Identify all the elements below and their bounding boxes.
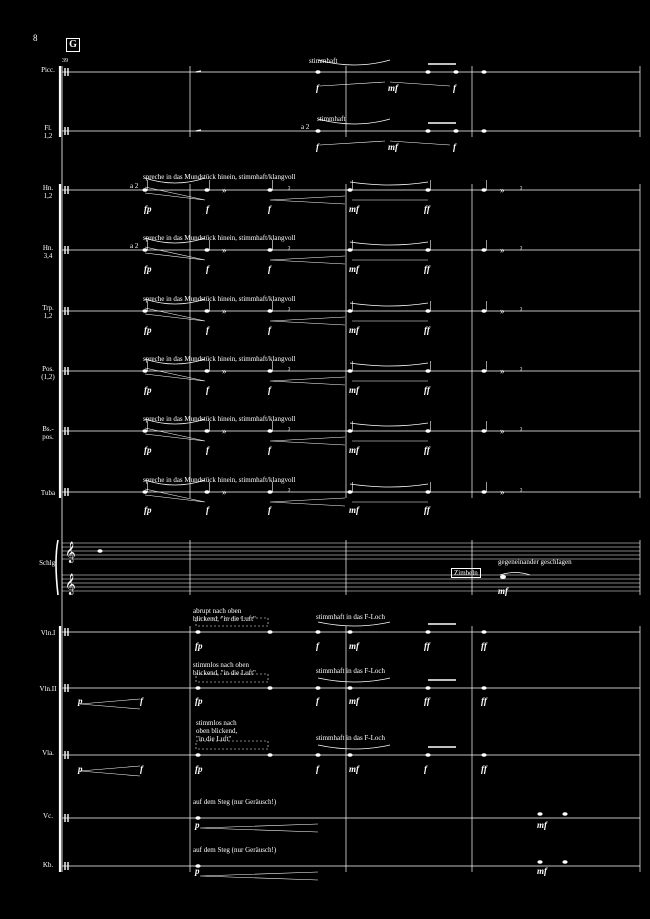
notehead-1-4 [425, 248, 430, 252]
notehead-4-2 [267, 429, 272, 433]
dyn-fl-mf: mf [388, 142, 398, 152]
dyn-pos-ff: ff [424, 385, 430, 395]
notehead-5-0 [142, 490, 147, 494]
vln1-floch: stimmhaft in das F-Loch [316, 613, 386, 621]
notehead-5-2 [267, 490, 272, 494]
notehead-3-3 [347, 369, 352, 373]
dyn-trp-ff: ff [424, 325, 430, 335]
dyn-vc-p: p [195, 820, 200, 830]
str-note-2-3 [347, 753, 352, 757]
dyn-vln2-mf: mf [349, 696, 359, 706]
dyn-vla-fp: fp [195, 764, 203, 774]
dyn-hn34-mf: mf [349, 264, 359, 274]
hn34-instruction: spreche in das Mundstück hinein, stimmhaft/klangvoll [143, 234, 296, 242]
perc-note-1 [500, 575, 506, 579]
vln2-instruction: stimmlos nach oben blickend, "in die Luft" [193, 661, 256, 677]
ww-note-0-1 [425, 70, 430, 74]
dyn-vln2-f: f [316, 696, 319, 706]
low-hairpin-0 [200, 824, 318, 832]
treble-clef-icon: 𝄞 [65, 542, 76, 563]
notehead-0-0 [142, 188, 147, 192]
trp-instruction: spreche in das Mundstück hinein, stimmhaft/klangvoll [143, 295, 296, 303]
notehead-5-1 [204, 490, 209, 494]
dyn-vln1-fp: fp [195, 641, 203, 651]
low-note3-0 [562, 812, 567, 816]
str-note-1-4 [425, 686, 430, 690]
fl-stimmhaft: stimmhaft [317, 115, 346, 123]
hairpin-a-5 [145, 489, 205, 502]
label-bpos: Bs.- pos. [42, 425, 54, 441]
ww-note-1-2 [453, 129, 458, 133]
hairpin-a-4 [145, 428, 205, 441]
dyn-tuba-f2: f [268, 505, 271, 515]
label-trp: Trp. 1,2 [42, 304, 54, 320]
notehead-3-5 [481, 369, 486, 373]
ww-note-0-2 [453, 70, 458, 74]
dyn-trp-mf: mf [349, 325, 359, 335]
str-cresc-0 [78, 696, 140, 709]
bpos-instruction: spreche in das Mundstück hinein, stimmhaft/klangvoll [143, 415, 296, 423]
str-note-2-0 [195, 753, 200, 757]
dyn-vln2-f0: f [140, 696, 143, 706]
str-slur-1 [318, 678, 390, 682]
label-hn12: Hn. 1,2 [42, 184, 54, 200]
notehead-0-1 [204, 188, 209, 192]
notehead-2-4 [425, 309, 430, 313]
dyn-vc-mf: mf [537, 820, 547, 830]
dyn-fl-f2: f [453, 142, 456, 152]
hairpin-b-3 [270, 377, 345, 385]
ww-hairpin-1 [320, 141, 450, 145]
dyn-hn34-f2: f [268, 264, 271, 274]
notehead-1-0 [142, 248, 147, 252]
rest-3-1: ˀ [288, 366, 291, 376]
notehead-4-4 [425, 429, 430, 433]
zimbeln-box: Zimbeln [451, 568, 481, 578]
str-note-0-3 [347, 630, 352, 634]
dyn-hn12-f1: f [206, 204, 209, 214]
dyn-vln1-mf: mf [349, 641, 359, 651]
dyn-pos-f2: f [268, 385, 271, 395]
tuba-instruction: spreche in das Mundstück hinein, stimmhaft/klangvoll [143, 476, 296, 484]
notehead-2-5 [481, 309, 486, 313]
notehead-2-3 [347, 309, 352, 313]
notehead-4-5 [481, 429, 486, 433]
hairpin-b-5 [270, 498, 345, 506]
slur-b-4 [350, 423, 428, 426]
dyn-pos-f1: f [206, 385, 209, 395]
dyn-vla-mf: mf [349, 764, 359, 774]
notehead-1-5 [481, 248, 486, 252]
fl-a2: a 2 [301, 123, 310, 131]
label-vc: Vc. [43, 812, 53, 820]
dyn-vla-f2: f [424, 764, 427, 774]
brace-percussion [56, 540, 58, 595]
dyn-vla-ff: ff [481, 764, 487, 774]
pos-instruction: spreche in das Mundstück hinein, stimmhaft/klangvoll [143, 355, 296, 363]
low-note2-0 [537, 812, 542, 816]
rest-4-3: ˀ [520, 426, 523, 436]
str-note-1-0 [195, 686, 200, 690]
notehead-4-1 [204, 429, 209, 433]
notehead-0-3 [347, 188, 352, 192]
dyn-vln1-f: f [316, 641, 319, 651]
slur-b-0 [350, 182, 428, 185]
label-kb: Kb. [42, 861, 54, 869]
dyn-hn12-ff: ff [424, 204, 430, 214]
rest-1-2: » [500, 245, 505, 255]
notehead-1-1 [204, 248, 209, 252]
dyn-vla-f0: f [140, 764, 143, 774]
rest-5-2: » [500, 487, 505, 497]
notehead-0-5 [481, 188, 486, 192]
str-note-2-5 [481, 753, 486, 757]
ww-note-0-0 [315, 70, 320, 74]
rest-3-2: » [500, 366, 505, 376]
hn12-a2: a 2 [130, 182, 139, 190]
ww-note-1-0 [315, 129, 320, 133]
hn34-a2: a 2 [130, 242, 139, 250]
rest-0-2: » [500, 185, 505, 195]
hairpin-a-1 [145, 247, 205, 260]
dyn-kb-mf: mf [537, 866, 547, 876]
rest-4-0: » [222, 426, 227, 436]
label-tuba: Tuba [40, 489, 56, 497]
dyn-picc-f2: f [453, 83, 456, 93]
slur-b-5 [350, 484, 428, 487]
vla-instruction: stimmlos nach oben blickend, "in die Luft" [196, 719, 238, 743]
dyn-vln2-p: p [78, 696, 83, 706]
notehead-3-1 [204, 369, 209, 373]
hairpin-b-2 [270, 317, 345, 325]
label-hn34: Hn. 3,4 [42, 244, 54, 260]
dyn-tuba-fp: fp [144, 505, 152, 515]
dyn-kb-p: p [195, 866, 200, 876]
str-note-2-2 [315, 753, 320, 757]
kb-steg: auf dem Steg (nur Geräusch!) [193, 846, 277, 854]
page-number: 8 [33, 33, 38, 43]
str-note-2-4 [425, 753, 430, 757]
dyn-tuba-ff: ff [424, 505, 430, 515]
picc-stimmhaft: stimmhaft [309, 57, 338, 65]
rest-2-1: ˀ [288, 306, 291, 316]
notehead-0-4 [425, 188, 430, 192]
rest-2-3: ˀ [520, 306, 523, 316]
low-note3-1 [562, 860, 567, 864]
rest-1-0: » [222, 245, 227, 255]
notehead-5-4 [425, 490, 430, 494]
str-note-1-5 [481, 686, 486, 690]
dyn-vln2-ff2: ff [481, 696, 487, 706]
vln1-instruction: abrupt nach oben blickend, "in die Luft" [193, 607, 256, 623]
rest-3-3: ˀ [520, 366, 523, 376]
str-note-0-0 [195, 630, 200, 634]
low-hairpin-1 [200, 872, 318, 880]
dyn-trp-f1: f [206, 325, 209, 335]
label-vln1: Vln.I [40, 629, 56, 637]
dyn-hn12-fp: fp [144, 204, 152, 214]
vla-floch: stimmhaft in das F-Loch [316, 734, 386, 742]
slur-b-2 [350, 303, 428, 306]
notehead-2-1 [204, 309, 209, 313]
dyn-bpos-f1: f [206, 445, 209, 455]
perc-note-0 [97, 549, 102, 553]
str-note-1-3 [347, 686, 352, 690]
gegeneinander-text: gegeneinander geschlagen [498, 558, 572, 566]
dyn-trp-f2: f [268, 325, 271, 335]
rest-4-1: ˀ [288, 426, 291, 436]
dyn-tuba-f1: f [206, 505, 209, 515]
dyn-vln2-fp: fp [195, 696, 203, 706]
notehead-1-3 [347, 248, 352, 252]
rest-3-0: » [222, 366, 227, 376]
dyn-picc-mf: mf [388, 83, 398, 93]
label-schlg: Schlg. [39, 559, 57, 567]
label-vln2: Vln.II [39, 685, 57, 693]
str-note-0-2 [315, 630, 320, 634]
dyn-hn12-f2: f [268, 204, 271, 214]
str-note-0-5 [481, 630, 486, 634]
vln2-floch: stimmhaft in das F-Loch [316, 667, 386, 675]
notehead-2-2 [267, 309, 272, 313]
str-note-1-2 [315, 686, 320, 690]
str-cresc-1 [80, 766, 140, 776]
notehead-3-0 [142, 369, 147, 373]
dyn-hn34-f1: f [206, 264, 209, 274]
measure-number: 39 [62, 58, 68, 64]
label-picc: Picc. [41, 66, 55, 74]
hairpin-a-0 [145, 187, 205, 200]
perc-slur [500, 573, 530, 576]
rest-1-1: ˀ [288, 245, 291, 255]
ww-hairpin-0 [320, 82, 450, 86]
slur-b-1 [350, 242, 428, 245]
dyn-pos-mf: mf [349, 385, 359, 395]
ww-note-1-3 [481, 129, 486, 133]
rest-5-0: » [222, 487, 227, 497]
ww-note-1-1 [425, 129, 430, 133]
rest-0-3: ˀ [520, 185, 523, 195]
notehead-5-3 [347, 490, 352, 494]
dyn-hn34-fp: fp [144, 264, 152, 274]
label-pos: Pos. (1,2) [41, 365, 55, 381]
dyn-vln1-ff2: ff [481, 641, 487, 651]
ww-note-0-3 [481, 70, 486, 74]
rest-0-1: ˀ [288, 185, 291, 195]
hairpin-b-4 [270, 437, 345, 445]
notehead-5-5 [481, 490, 486, 494]
dyn-vln2-ff: ff [424, 696, 430, 706]
notehead-3-2 [267, 369, 272, 373]
rest-4-2: » [500, 426, 505, 436]
rest-0-0: » [222, 185, 227, 195]
hn12-instruction: spreche in das Mundstück hinein, stimmhaft/klangvoll [143, 173, 296, 181]
notehead-0-2 [267, 188, 272, 192]
dyn-trp-fp: fp [144, 325, 152, 335]
rehearsal-mark: G [66, 38, 80, 52]
dyn-hn34-ff: ff [424, 264, 430, 274]
dyn-pos-fp: fp [144, 385, 152, 395]
rest-5-3: ˀ [520, 487, 523, 497]
notehead-3-4 [425, 369, 430, 373]
str-note-0-1 [267, 630, 272, 634]
dyn-hn12-mf: mf [349, 204, 359, 214]
dyn-fl-f1: f [316, 142, 319, 152]
str-note-2-1 [267, 753, 272, 757]
rest-1-3: ˀ [520, 245, 523, 255]
rest-2-0: » [222, 306, 227, 316]
label-fl: Fl. 1,2 [43, 124, 53, 140]
dyn-vla-p: p [78, 764, 83, 774]
label-vla: Vla. [42, 749, 54, 757]
dyn-bpos-mf: mf [349, 445, 359, 455]
slur-b-3 [350, 363, 428, 366]
hairpin-a-2 [145, 308, 205, 321]
hairpin-a-3 [145, 368, 205, 381]
notehead-1-2 [267, 248, 272, 252]
dyn-bpos-fp: fp [144, 445, 152, 455]
hairpin-b-0 [270, 196, 345, 204]
rest-2-2: » [500, 306, 505, 316]
notehead-2-0 [142, 309, 147, 313]
rest-5-1: ˀ [288, 487, 291, 497]
dyn-vla-f: f [316, 764, 319, 774]
hairpin-b-1 [270, 256, 345, 264]
notehead-4-0 [142, 429, 147, 433]
dyn-tuba-mf: mf [349, 505, 359, 515]
dyn-bpos-f2: f [268, 445, 271, 455]
notehead-4-3 [347, 429, 352, 433]
str-note-1-1 [267, 686, 272, 690]
dyn-bpos-ff: ff [424, 445, 430, 455]
low-note2-1 [537, 860, 542, 864]
str-slur-0 [318, 622, 390, 626]
dyn-vln1-ff: ff [424, 641, 430, 651]
str-note-0-4 [425, 630, 430, 634]
dyn-schlg-mf: mf [498, 586, 508, 596]
treble-clef-icon: 𝄞 [65, 574, 76, 595]
vc-steg: auf dem Steg (nur Geräusch!) [193, 798, 277, 806]
str-slur-2 [318, 745, 390, 749]
dyn-picc-f1: f [316, 83, 319, 93]
